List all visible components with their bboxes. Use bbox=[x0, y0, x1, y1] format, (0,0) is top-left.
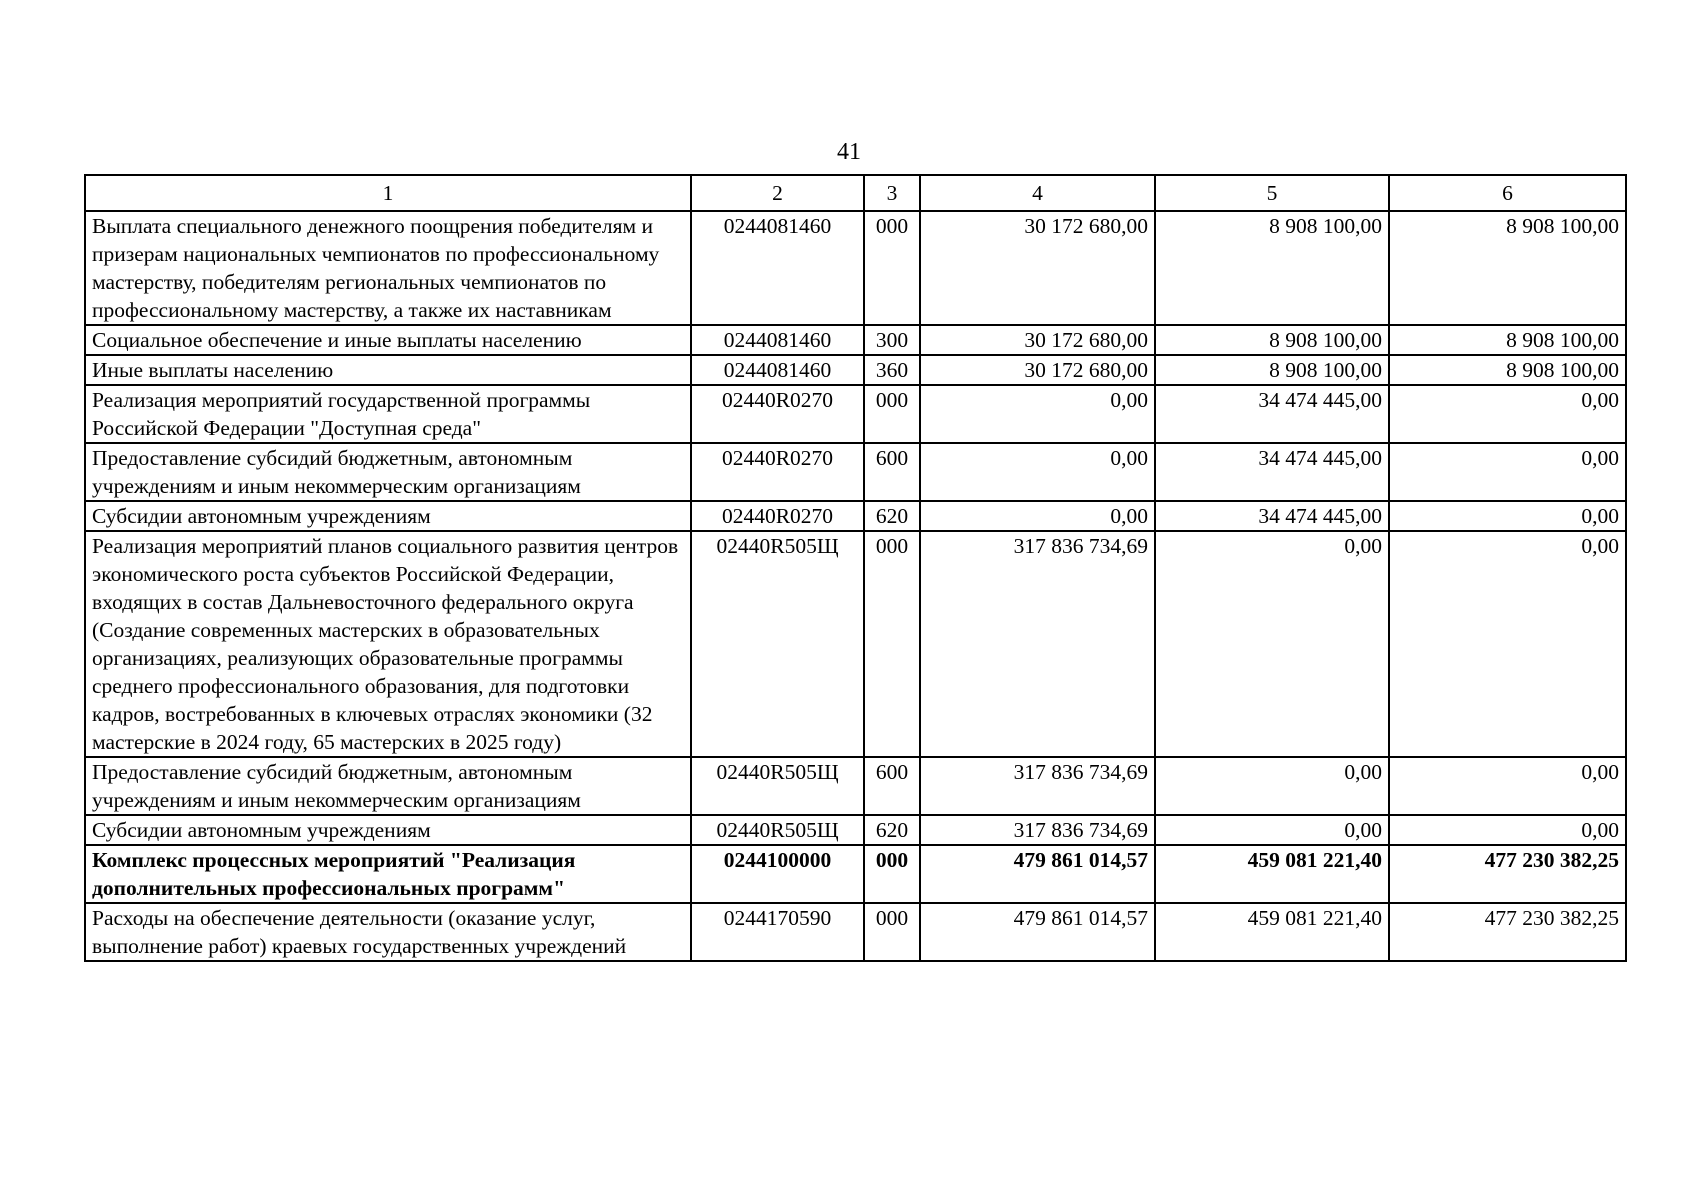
row-amount-col5-cell: 8 908 100,00 bbox=[1155, 211, 1389, 325]
row-amount-col4-cell: 30 172 680,00 bbox=[920, 211, 1155, 325]
page-number: 41 bbox=[837, 139, 861, 165]
row-name-cell: Субсидии автономным учреждениям bbox=[85, 815, 691, 845]
row-amount-col5-cell: 34 474 445,00 bbox=[1155, 443, 1389, 501]
table-row bbox=[85, 355, 1626, 385]
row-amount-col6-cell: 8 908 100,00 bbox=[1389, 211, 1626, 325]
table-row bbox=[85, 443, 1626, 501]
table-row bbox=[85, 903, 1626, 961]
row-code-cell: 0244100000 bbox=[691, 845, 864, 903]
row-name-cell: Социальное обеспечение и иные выплаты населению bbox=[85, 325, 691, 355]
row-code-cell: 02440R505Щ bbox=[691, 757, 864, 815]
row-amount-col6-cell: 0,00 bbox=[1389, 757, 1626, 815]
row-amount-col5-cell: 459 081 221,40 bbox=[1155, 903, 1389, 961]
column-header: 2 bbox=[691, 175, 864, 211]
row-expense-type-cell: 300 bbox=[864, 325, 920, 355]
row-amount-col5-cell: 34 474 445,00 bbox=[1155, 501, 1389, 531]
row-name-cell: Реализация мероприятий планов социального развития центров экономического роста субъектов Российской Федерации, входящих в состав Дальневосточного федерального округа (Создание современных мастерских в образовательных организациях, реализующих образовательные программы среднего профессионального образования, для подготовки кадров, востребованных в ключевых отраслях экономики (32 мастерские в 2024 году, 65 мастерских в 2025 году) bbox=[85, 531, 691, 757]
row-amount-col4-cell: 317 836 734,69 bbox=[920, 531, 1155, 757]
column-header: 3 bbox=[864, 175, 920, 211]
row-expense-type-cell: 620 bbox=[864, 501, 920, 531]
row-code-cell: 02440R0270 bbox=[691, 501, 864, 531]
table-row bbox=[85, 757, 1626, 815]
row-expense-type-cell: 620 bbox=[864, 815, 920, 845]
row-amount-col6-cell: 0,00 bbox=[1389, 501, 1626, 531]
row-amount-col6-cell: 0,00 bbox=[1389, 531, 1626, 757]
row-name-cell: Предоставление субсидий бюджетным, автономным учреждениям и иным некоммерческим организациям bbox=[85, 443, 691, 501]
table-row bbox=[85, 845, 1626, 903]
row-amount-col5-cell: 0,00 bbox=[1155, 531, 1389, 757]
table-row bbox=[85, 325, 1626, 355]
row-amount-col5-cell: 8 908 100,00 bbox=[1155, 325, 1389, 355]
table-row bbox=[85, 211, 1626, 325]
row-code-cell: 02440R0270 bbox=[691, 443, 864, 501]
row-expense-type-cell: 000 bbox=[864, 385, 920, 443]
row-expense-type-cell: 600 bbox=[864, 757, 920, 815]
row-name-cell: Расходы на обеспечение деятельности (оказание услуг, выполнение работ) краевых государственных учреждений bbox=[85, 903, 691, 961]
row-name-cell: Иные выплаты населению bbox=[85, 355, 691, 385]
row-amount-col6-cell: 477 230 382,25 bbox=[1389, 845, 1626, 903]
row-amount-col4-cell: 30 172 680,00 bbox=[920, 325, 1155, 355]
table-row bbox=[85, 385, 1626, 443]
row-name-cell: Субсидии автономным учреждениям bbox=[85, 501, 691, 531]
column-header: 6 bbox=[1389, 175, 1626, 211]
column-header: 5 bbox=[1155, 175, 1389, 211]
column-header: 4 bbox=[920, 175, 1155, 211]
row-amount-col5-cell: 459 081 221,40 bbox=[1155, 845, 1389, 903]
row-amount-col4-cell: 0,00 bbox=[920, 385, 1155, 443]
row-amount-col6-cell: 8 908 100,00 bbox=[1389, 355, 1626, 385]
row-amount-col4-cell: 479 861 014,57 bbox=[920, 845, 1155, 903]
row-code-cell: 0244081460 bbox=[691, 355, 864, 385]
row-amount-col6-cell: 0,00 bbox=[1389, 443, 1626, 501]
row-amount-col5-cell: 0,00 bbox=[1155, 757, 1389, 815]
row-expense-type-cell: 000 bbox=[864, 845, 920, 903]
row-amount-col4-cell: 317 836 734,69 bbox=[920, 815, 1155, 845]
row-name-cell: Выплата специального денежного поощрения победителям и призерам национальных чемпионатов по профессиональному мастерству, победителям региональных чемпионатов по профессиональному мастерству, а также их наставникам bbox=[85, 211, 691, 325]
row-amount-col6-cell: 477 230 382,25 bbox=[1389, 903, 1626, 961]
row-name-cell: Комплекс процессных мероприятий "Реализация дополнительных профессиональных программ" bbox=[85, 845, 691, 903]
table-header-row bbox=[85, 175, 1626, 211]
row-code-cell: 0244081460 bbox=[691, 325, 864, 355]
table-row bbox=[85, 531, 1626, 757]
table-row bbox=[85, 501, 1626, 531]
row-expense-type-cell: 360 bbox=[864, 355, 920, 385]
row-code-cell: 0244081460 bbox=[691, 211, 864, 325]
row-amount-col4-cell: 30 172 680,00 bbox=[920, 355, 1155, 385]
row-name-cell: Предоставление субсидий бюджетным, автономным учреждениям и иным некоммерческим организациям bbox=[85, 757, 691, 815]
row-expense-type-cell: 000 bbox=[864, 211, 920, 325]
row-amount-col4-cell: 0,00 bbox=[920, 443, 1155, 501]
row-code-cell: 02440R0270 bbox=[691, 385, 864, 443]
row-name-cell: Реализация мероприятий государственной программы Российской Федерации "Доступная среда" bbox=[85, 385, 691, 443]
row-amount-col6-cell: 0,00 bbox=[1389, 815, 1626, 845]
row-amount-col4-cell: 479 861 014,57 bbox=[920, 903, 1155, 961]
row-code-cell: 02440R505Щ bbox=[691, 531, 864, 757]
table-row bbox=[85, 815, 1626, 845]
row-amount-col5-cell: 34 474 445,00 bbox=[1155, 385, 1389, 443]
row-amount-col6-cell: 0,00 bbox=[1389, 385, 1626, 443]
row-amount-col5-cell: 0,00 bbox=[1155, 815, 1389, 845]
row-amount-col4-cell: 0,00 bbox=[920, 501, 1155, 531]
column-header: 1 bbox=[85, 175, 691, 211]
row-expense-type-cell: 600 bbox=[864, 443, 920, 501]
table-body bbox=[85, 211, 1626, 961]
row-amount-col6-cell: 8 908 100,00 bbox=[1389, 325, 1626, 355]
row-expense-type-cell: 000 bbox=[864, 903, 920, 961]
row-amount-col4-cell: 317 836 734,69 bbox=[920, 757, 1155, 815]
row-code-cell: 02440R505Щ bbox=[691, 815, 864, 845]
row-expense-type-cell: 000 bbox=[864, 531, 920, 757]
budget-table bbox=[84, 174, 1627, 962]
row-amount-col5-cell: 8 908 100,00 bbox=[1155, 355, 1389, 385]
row-code-cell: 0244170590 bbox=[691, 903, 864, 961]
